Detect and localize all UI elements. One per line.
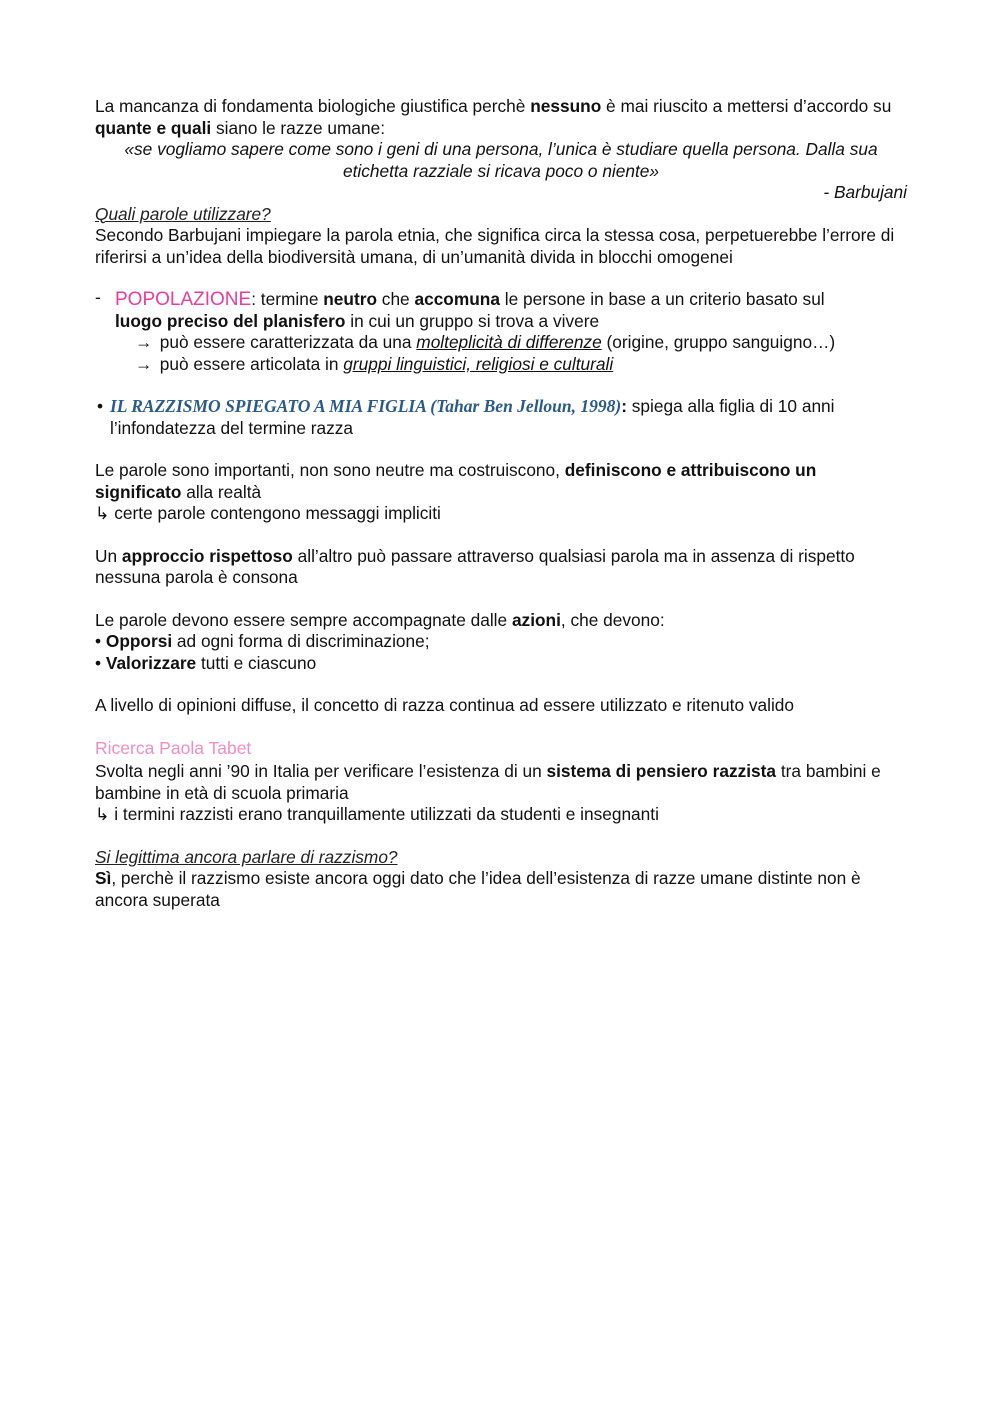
bold-span: accomuna (414, 289, 500, 309)
book-meta: (Tahar Ben Jelloun, 1998) (425, 396, 622, 416)
ricerca-sub (95, 804, 907, 826)
section-heading-parole: Quali parole utilizzare? (95, 203, 271, 224)
popolazione-item (95, 289, 907, 375)
bold-span: Sì (95, 868, 112, 888)
bold-span: quante e quali (95, 117, 212, 138)
quote-author: - Barbujani (823, 182, 907, 202)
book-description (110, 396, 907, 439)
bold-span: nessuno (530, 96, 602, 116)
document-page (95, 96, 907, 911)
azioni-item-1 (95, 631, 907, 653)
hook-arrow-icon: ↳ (95, 804, 110, 824)
text-span: Le parole sono importanti, non sono neutre ma costruiscono, (95, 460, 565, 480)
text-span: tutti e ciascuno (196, 652, 317, 673)
text-span: può essere articolata in (155, 353, 344, 374)
text-span: tra bambini e bambine in età di scuola primaria (95, 761, 881, 803)
arrow-right-icon: → (135, 353, 153, 374)
text-span: che (377, 289, 415, 309)
popolazione-definition (115, 289, 907, 332)
parole-sub (95, 503, 907, 525)
bold-span: neutro (323, 289, 377, 309)
ricerca-paragraph (95, 761, 907, 804)
intro-paragraph (95, 96, 907, 139)
popolazione-sub-2 (115, 354, 907, 376)
text-span: Un (95, 545, 122, 566)
opinioni-paragraph: A livello di opinioni diffuse, il concetto di razza continua ad essere utilizzato e ritenuto valido (95, 695, 795, 715)
bold-span: Opporsi (105, 631, 173, 651)
ricerca-heading: Ricerca Paola Tabet (95, 737, 252, 758)
barbujani-quote: «se vogliamo sapere come sono i geni di una persona, l’unica è studiare quella persona. Dalla sua etichetta razziale si ricava poco o niente» (124, 139, 878, 181)
dash-marker: - (95, 287, 101, 307)
arrow-right-icon: → (135, 332, 153, 352)
bold-span: azioni (511, 609, 561, 630)
azioni-paragraph (95, 610, 907, 632)
bold-span: : (621, 396, 627, 416)
bullet-marker: • (97, 396, 104, 416)
parole-paragraph (95, 460, 907, 503)
text-span: (origine, gruppo sanguigno…) (601, 332, 836, 352)
text-span: : termine (251, 289, 324, 309)
text-span: in cui un gruppo si trova a vivere (345, 310, 600, 331)
etnia-paragraph: Secondo Barbujani impiegare la parola etnia, che significa circa la stessa cosa, perpetuerebbe l’errore di riferirsi a un’idea della biodiversità umana, di un’umanità divida in blocchi omogenei (95, 225, 895, 267)
bold-span: definiscono e attribuiscono un significato (95, 460, 817, 502)
underlined-span: molteplicità di differenze (416, 332, 602, 352)
text-span: le persone in base a un criterio basato sul (499, 289, 825, 309)
bullet-marker: • (95, 652, 102, 673)
underlined-span: gruppi linguistici, religiosi e culturali (343, 353, 614, 374)
bullet-marker: • (95, 631, 102, 651)
bold-span: sistema di pensiero razzista (546, 761, 777, 781)
text-span: siano le razze umane: (211, 117, 386, 138)
bold-span: approccio rispettoso (121, 545, 293, 566)
text-span: spiega alla figlia di 10 anni l’infondatezza del termine razza (110, 396, 835, 438)
text-span: può essere caratterizzata da una (155, 332, 417, 352)
popolazione-sub-1 (115, 332, 907, 354)
text-span: alla realtà (181, 481, 262, 502)
bold-span: luogo preciso del planisfero (115, 310, 346, 331)
text-span: La mancanza di fondamenta biologiche giustifica perchè (95, 96, 531, 116)
azioni-item-2 (95, 653, 907, 675)
text-span: i termini razzisti erano tranquillamente utilizzati da studenti e insegnanti (109, 804, 659, 824)
text-span: Le parole devono essere sempre accompagnate dalle (95, 609, 512, 630)
text-span: Svolta negli anni ’90 in Italia per verificare l’esistenza di un (95, 761, 547, 781)
text-span: ad ogni forma di discriminazione; (172, 631, 430, 651)
approccio-paragraph (95, 546, 907, 589)
popolazione-title: POPOLAZIONE (115, 289, 252, 310)
text-span: è mai riuscito a mettersi d’accordo su (601, 96, 892, 116)
book-item (95, 396, 907, 439)
section-heading-razzismo: Si legittima ancora parlare di razzismo? (95, 846, 398, 867)
bold-span: Valorizzare (105, 652, 197, 673)
hook-arrow-icon: ↳ (95, 503, 110, 523)
text-span: certe parole contengono messaggi impliciti (109, 503, 441, 523)
razzismo-paragraph (95, 868, 907, 911)
book-title: IL RAZZISMO SPIEGATO A MIA FIGLIA (110, 396, 426, 416)
text-span: all’altro può passare attraverso qualsiasi parola ma in assenza di rispetto nessuna parola è consona (95, 545, 855, 587)
text-span: , perchè il razzismo esiste ancora oggi dato che l’idea dell’esistenza di razze umane distinte non è ancora superata (95, 868, 861, 910)
text-span: , che devono: (560, 609, 665, 630)
